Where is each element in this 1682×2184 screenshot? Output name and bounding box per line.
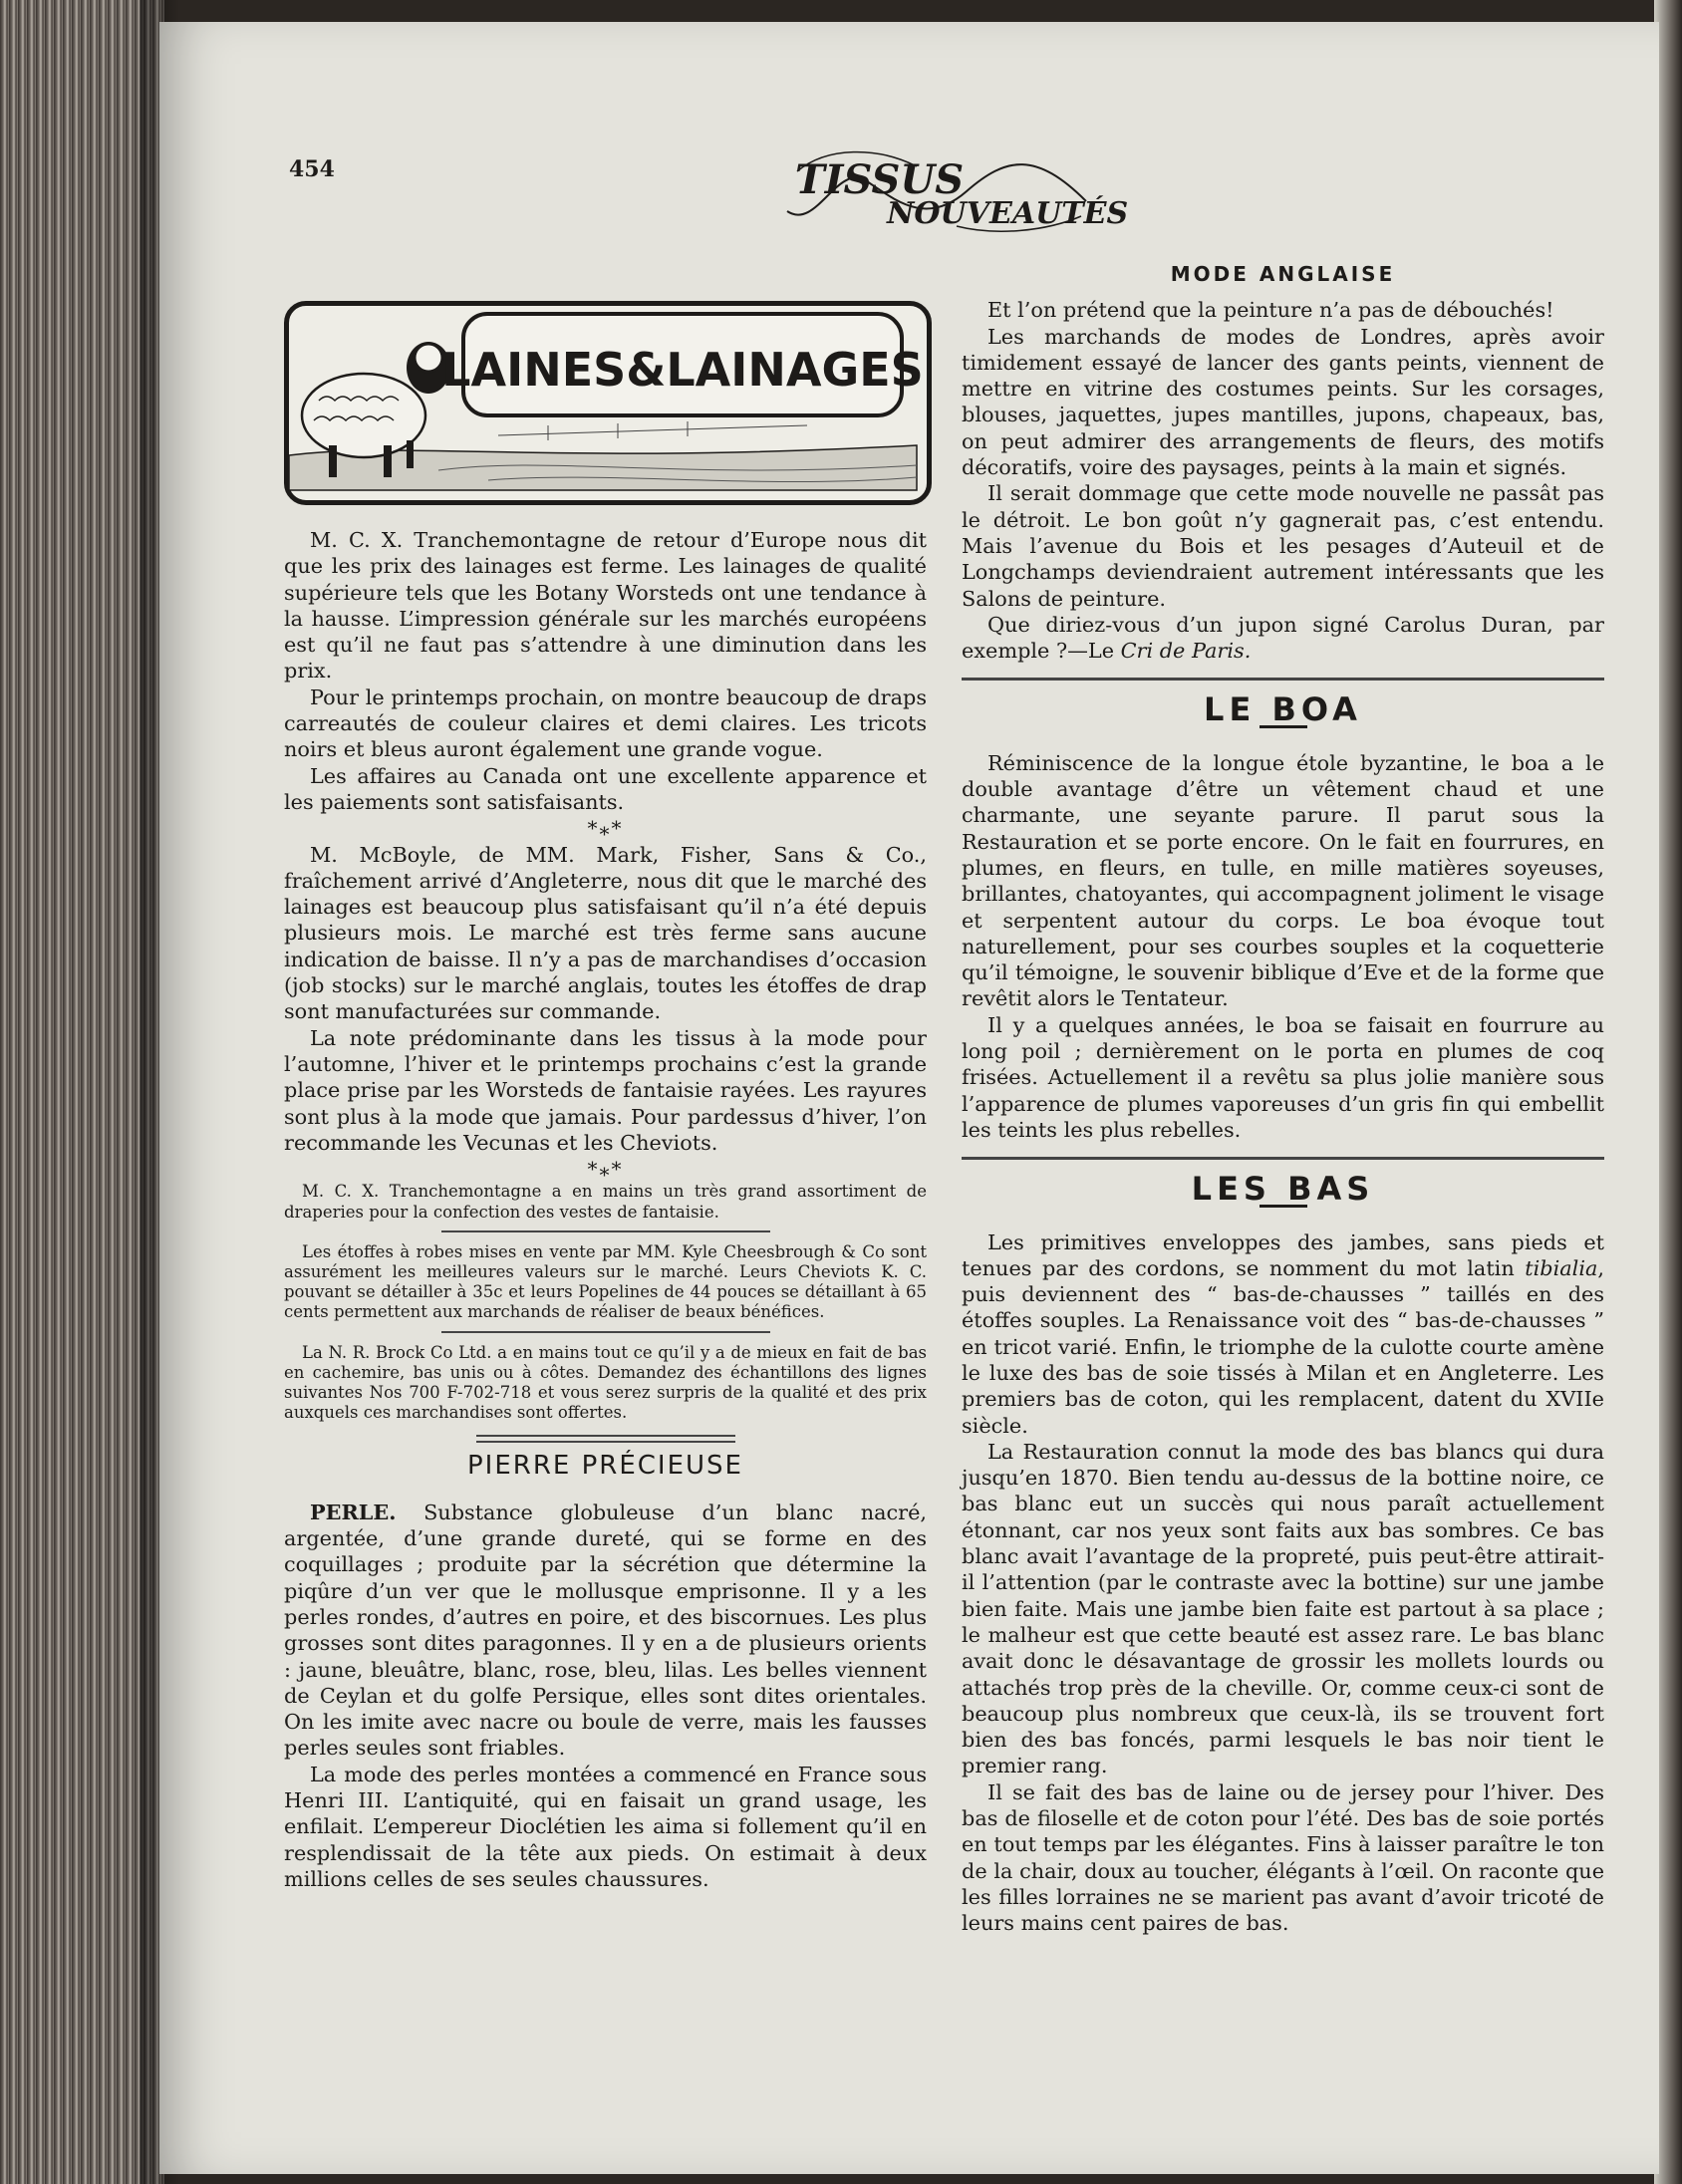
perle-lead: PERLE. (310, 1499, 397, 1524)
cri-de-paris: Cri de Paris. (1120, 639, 1252, 664)
right-paragraph-4 (962, 612, 1604, 665)
right-paragraph-7 (962, 1229, 1604, 1439)
bas-text-c: , puis deviennent des “ bas-de-chausses ” taillés en des étoffes souples. La Renaissance voit des “ bas-de-chausses ” en tricot varié. Enfin, le triomphe de la culotte courte amène le luxe des bas de soie tissés à Milan et en Angleterre. Les premiers bas de coton, qui les remplacent, datent du XVIIe siècle. (962, 1255, 1604, 1438)
heading-le-boa: LE BOA (1204, 690, 1362, 729)
divider (441, 1331, 770, 1333)
section-divider (962, 1157, 1604, 1160)
left-paragraph-3: Les affaires au Canada ont une excellente apparence et les paiements sont satisfaisants. (284, 763, 927, 814)
left-paragraph-7: La mode des perles montées a commencé en France sous Henri III. L’antiquité, qui en faisait un grand usage, les enfilait. L’empereur Dioclétien les aima si follement qu’il en resplendissait de la tête aux pieds. On estimait à deux millions celles de ses seules chaussures. (284, 1762, 927, 1891)
notice-tranchemontagne: M. C. X. Tranchemontagne a en mains un très grand assortiment de draperies pour la confection des vestes de fantaisie. (284, 1182, 927, 1222)
section-divider (476, 1435, 735, 1443)
bas-text-a: Les primitives enveloppes des jambes, sans pieds et tenues par des cordons, se nomment du mot latin (962, 1229, 1604, 1280)
notice-brock: La N. R. Brock Co Ltd. a en mains tout ce qu’il y a de mieux en fait de bas en cachemire, bas unis ou à côtes. Demandez des échantillons des lignes suivantes Nos 700 F-702-718 et vous serez surpris de la qualité et des prix auxquels ces marchandises sont offertes. (284, 1342, 927, 1423)
notice-kyle-cheesbrough: Les étoffes à robes mises en vente par MM. Kyle Cheesbrough & Co sont assurément les meilleures valeurs sur le marché. Leurs Cheviots K. C. pouvant se détailler à 35c et leurs Popelines de 44 pouces se détaillant à 65 cents permettent aux marchands de réaliser de beaux bénéfices. (284, 1241, 927, 1322)
left-paragraph-5: La note prédominante dans les tissus à la mode pour l’automne, l’hiver et le printemps prochains c’est la grande place prise par les Worsteds de fantaisie rayées. Les rayures sont plus à la mode que jamais. Pour pardessus d’hiver, l’on recommande les Vecunas et les Cheviots. (284, 1025, 927, 1155)
magazine-page (159, 22, 1659, 2174)
asterism-1: *⁎* (587, 816, 624, 841)
heading-mode-anglaise: MODE ANGLAISE (1170, 262, 1396, 286)
asterism-2: *⁎* (587, 1157, 624, 1182)
left-paragraph-4: M. McBoyle, de MM. Mark, Fisher, Sans & Co., fraîchement arrivé d’Angleterre, nous dit que le marché des lainages est beaucoup plus satisfaisant qu’il n’a été depuis plusieurs mois. Le marché est très ferme sans aucune indication de baisse. Il n’y a pas de marchandises d’occasion (job stocks) sur le marché anglais, toutes les étoffes de drap sont manufacturées sur commande. (284, 842, 927, 1024)
left-paragraph-1: M. C. X. Tranchemontagne de retour d’Europe nous dit que les prix des lainages est ferme. Les lainages de qualité supérieure tels que les Botany Worsteds ont une tendance à la hausse. L’impression générale sur les marchés européens est qu’il ne faut pas s’attendre à une diminution dans les prix. (284, 528, 927, 683)
tibialia: tibialia (1525, 1255, 1598, 1280)
left-column (284, 251, 927, 1892)
right-paragraph-5: Réminiscence de la longue étole byzantine, le boa a le double avantage d’être un vêtement chaud et une charmante, une seyante parure. Il parut sous la Restauration et se porte encore. On le fait en fourrures, en plumes, en fleurs, en tulle, en mille matières soyeuses, brillantes, chatoyantes, qui accompagnent joliment le visage et serpentent autour du corps. Le boa évoque tout naturellement, pour ses courbes souples et la coquetterie qu’il témoigne, le souvenir biblique d’Eve et de la forme que revêtit alors le Tentateur. (962, 750, 1604, 1011)
heading-les-bas: LES BAS (1191, 1170, 1375, 1209)
right-column (962, 261, 1604, 1937)
carolus-text: Que diriez-vous d’un jupon signé Carolus Duran, par exemple ?—Le (962, 612, 1604, 664)
right-paragraph-9: Il se fait des bas de laine ou de jersey pour l’hiver. Des bas de filoselle et de coton pour l’été. Des bas de soie portés en tout temps par les élégantes. Fins à laisser paraître le ton de la chair, doux au toucher, élégants à l’œil. On raconte que les filles lorraines ne se marient pas avant d’avoir tricoté de leurs mains cent paires de bas. (962, 1779, 1604, 1936)
masthead-line1: TISSUS (795, 156, 965, 203)
left-paragraph-2: Pour le printemps prochain, on montre beaucoup de draps carreautés de couleur claires et demi claires. Les tricots noirs et bleus auront également une grande vogue. (284, 684, 927, 762)
laines-banner (284, 301, 932, 505)
heading-pierre-precieuse: PIERRE PRÉCIEUSE (467, 1451, 743, 1482)
divider (441, 1230, 770, 1232)
right-paragraph-6: Il y a quelques années, le boa se faisait en fourrure au long poil ; dernièrement on le porta en plumes de coq frisées. Actuellement il a revêtu sa plus jolie manière sous l’apparence de plumes vaporeuses d’un gris fin qui embellit les teints les plus rebelles. (962, 1012, 1604, 1142)
right-paragraph-1: Et l’on prétend que la peinture n’a pas de débouchés! (987, 298, 1554, 323)
section-divider (962, 678, 1604, 681)
right-paragraph-2: Les marchands de modes de Londres, après avoir timidement essayé de lancer des gants peints, viennent de mettre en vitrine des costumes peints. Sur les corsages, blouses, jaquettes, jupes mantilles, jupons, chapeaux, bas, on peut admirer des arrangements de fleurs, des motifs décoratifs, voire des paysages, peints à la main et signés. (962, 324, 1604, 480)
page-number: 454 (289, 156, 335, 182)
notices (284, 1182, 927, 1423)
banner-title: LAINES&LAINAGES (441, 343, 924, 397)
masthead-logo (777, 141, 1129, 237)
banner-illustration (289, 306, 924, 490)
perle-text: Substance globuleuse d’un blanc nacré, argentée, d’une grande dureté, qui se forme en des coquillages ; produite par la sécrétion que détermine la piqûre d’un ver que le mollusque emprisonne. Il y a les perles rondes, d’autres en poire, et des biscornues. Les plus grosses sont dites paragonnes. Il y en a de plusieurs orients : jaune, bleuâtre, blanc, rose, bleu, lilas. Les belles viennent de Ceylan et du golfe Persique, elles sont dites orientales. On les imite avec nacre ou boule de verre, mais les fausses perles seules sont friables. (284, 1500, 927, 1761)
right-paragraph-8: La Restauration connut la mode des bas blancs qui dura jusqu’en 1870. Bien tendu au-dessus de la bottine noire, ce bas blanc eut un succès qui nous paraît actuellement étonnant, car nos yeux sont faits aux bas sombres. Ce bas blanc avait l’avantage de la propreté, puis peut-être attirait-il l’attention (par le contraste avec la bottine) sur une jambe bien faite. Mais une jambe bien faite est partout à sa place ; le malheur est que cette beauté est assez rare. Le bas blanc avait donc le désavantage de grossir les mollets lourds ou attachés trop près de la cheville. Or, comme ceux-ci sont de beaucoup plus nombreux que ceux-là, ils se trouvent fort bien des bas foncés, parmi lesquels le bas noir tient le premier rang. (962, 1439, 1604, 1778)
masthead-line2: NOUVEAUTÉS (887, 196, 1129, 231)
right-paragraph-3: Il serait dommage que cette mode nouvelle ne passât pas le détroit. Le bon goût n’y gagnerait pas, c’est entendu. Mais l’avenue du Bois et les pesages d’Auteuil et de Longchamps deviendraient autrement intéressants que les Salons de peinture. (962, 481, 1604, 611)
left-paragraph-perle (284, 1500, 927, 1762)
